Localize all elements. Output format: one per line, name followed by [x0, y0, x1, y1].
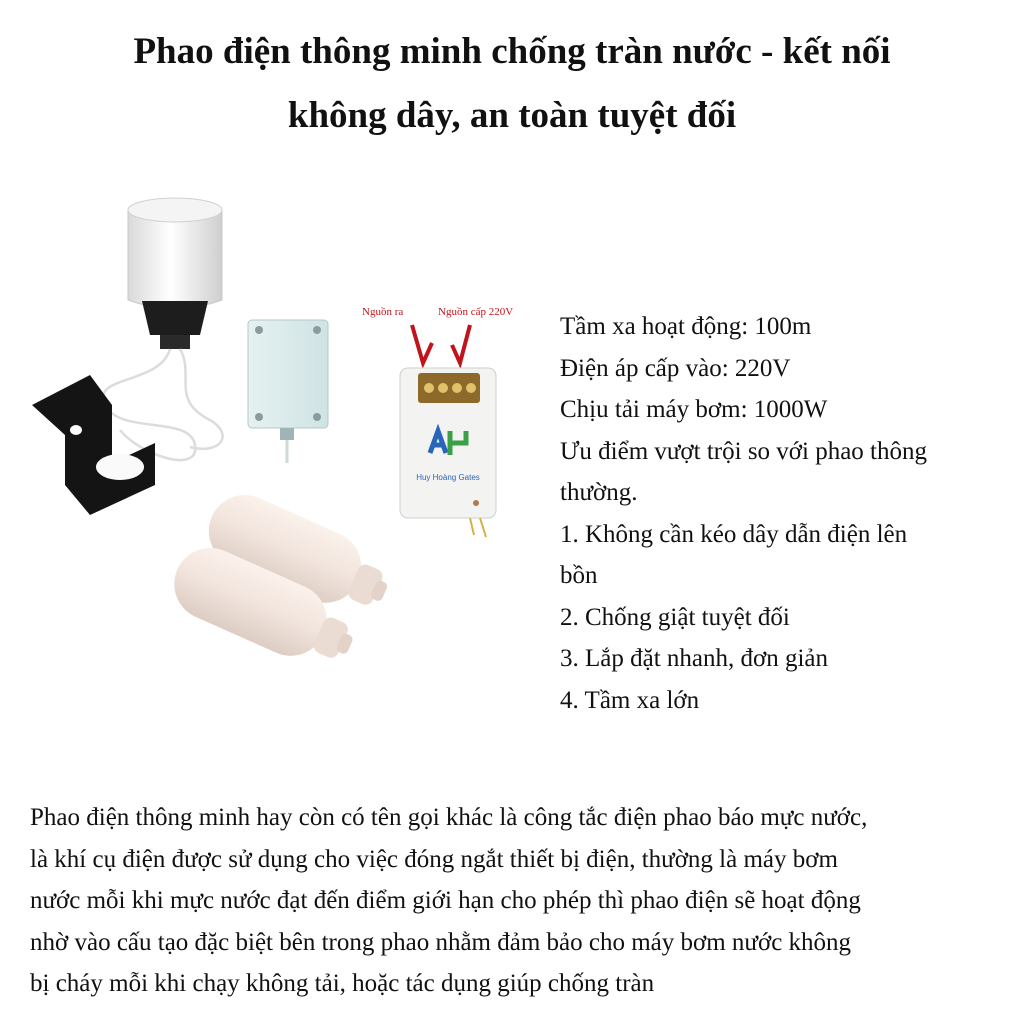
- spec-item-1-cont: bồn: [560, 562, 598, 589]
- description-paragraph: [30, 797, 1005, 1005]
- description-line: là khí cụ điện được sử dụng cho việc đóng ngắt thiết bị điện, thường là máy bơm: [30, 845, 838, 873]
- spec-item-4: 4. Tầm xa lớn: [560, 686, 700, 714]
- spec-range: Tầm xa hoạt động: 100m: [560, 313, 812, 340]
- title-line-1: Phao điện thông minh chống tràn nước - kết nối: [133, 31, 891, 72]
- level-sensor: [103, 198, 223, 460]
- description-line: nước mỗi khi mực nước đạt đến điểm giới hạn cho phép thì phao điện sẽ hoạt động: [30, 887, 861, 914]
- label-input: Nguồn cấp 220V: [438, 306, 514, 318]
- spec-item-2: 2. Chống giật tuyệt đối: [560, 603, 790, 631]
- product-image: [20, 185, 550, 705]
- description-line: bị cháy mỗi khi chạy không tải, hoặc tác dụng giúp chống tràn: [30, 970, 655, 997]
- spec-item-1: 1. Không cần kéo dây dẫn điện lên: [560, 520, 908, 548]
- spec-item-3: 3. Lắp đặt nhanh, đơn giản: [560, 645, 829, 672]
- spec-voltage: Điện áp cấp vào: 220V: [560, 354, 791, 382]
- junction-box: [248, 320, 328, 463]
- wireless-module: [362, 306, 513, 537]
- title-line-2: không dây, an toàn tuyệt đối: [287, 95, 737, 136]
- brand-text: Huy Hoàng Gates: [416, 473, 480, 482]
- float-pair: [163, 483, 400, 679]
- spec-advantage-heading-cont: thường.: [560, 479, 638, 506]
- description-line: nhờ vào cấu tạo đặc biệt bên trong phao nhằm đảm bảo cho máy bơm nước không: [30, 928, 852, 956]
- description-line: Phao điện thông minh hay còn có tên gọi khác là công tắc điện phao báo mực nước,: [30, 804, 868, 831]
- spec-advantage-heading: Ưu điểm vượt trội so với phao thông: [560, 437, 928, 465]
- specs-list: [560, 306, 1000, 721]
- label-output: Nguồn ra: [362, 306, 404, 318]
- page-title: [40, 20, 984, 148]
- spec-load: Chịu tải máy bơm: 1000W: [560, 396, 828, 423]
